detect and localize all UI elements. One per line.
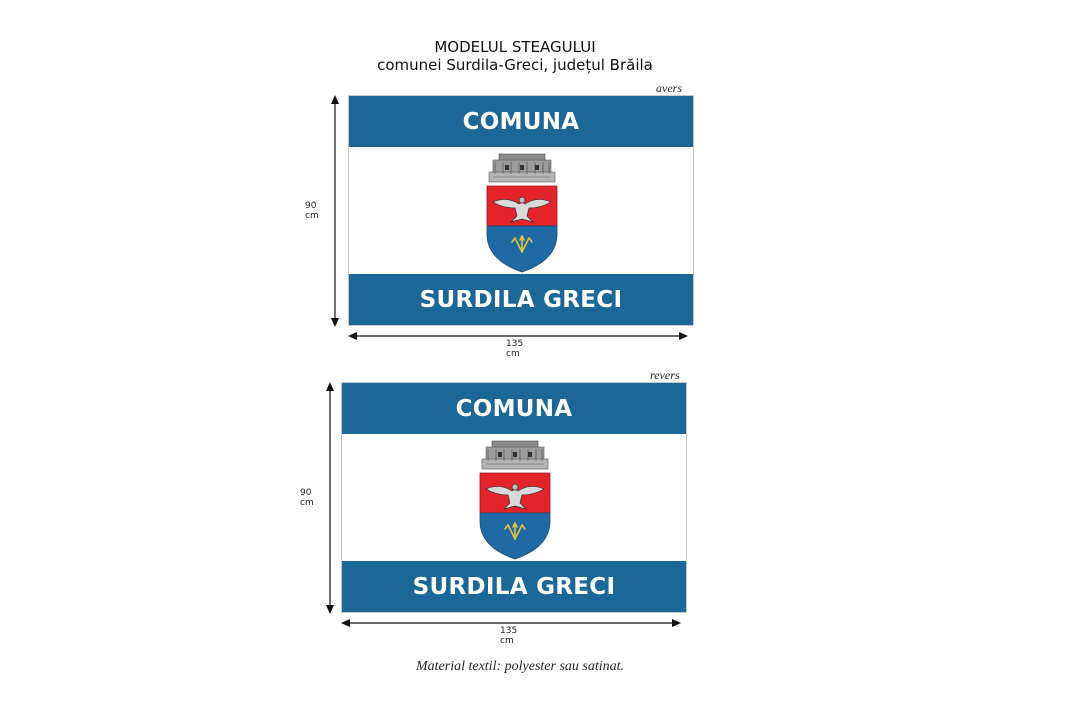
height-dimension-arrow xyxy=(324,382,336,614)
height-label: 90 cm xyxy=(300,488,314,508)
page-title xyxy=(300,38,730,74)
flag-bottom-band: SURDILA GRECI xyxy=(349,274,693,325)
side-label-avers: avers xyxy=(656,81,682,95)
height-label: 90 cm xyxy=(305,201,319,221)
flag-top-band: COMUNA xyxy=(349,96,693,147)
flag-avers xyxy=(348,95,694,326)
width-label: 135 cm xyxy=(506,339,524,359)
mural-crown-icon xyxy=(489,154,555,182)
width-label: 135 cm xyxy=(500,626,518,646)
title-line-2: comunei Surdila-Greci, județul Brăila xyxy=(377,56,653,74)
height-dimension-arrow xyxy=(329,95,341,327)
title-line-1: MODELUL STEAGULUI xyxy=(434,38,596,56)
material-note: Material textil: polyester sau satinat. xyxy=(415,659,625,674)
flag-top-band: COMUNA xyxy=(342,383,686,434)
coat-of-arms-icon xyxy=(478,439,552,561)
side-label-revers: revers xyxy=(650,368,680,382)
coat-of-arms-icon xyxy=(485,152,559,274)
flag-revers xyxy=(341,382,687,613)
mural-crown-icon xyxy=(482,441,548,469)
flag-bottom-band: SURDILA GRECI xyxy=(342,561,686,612)
